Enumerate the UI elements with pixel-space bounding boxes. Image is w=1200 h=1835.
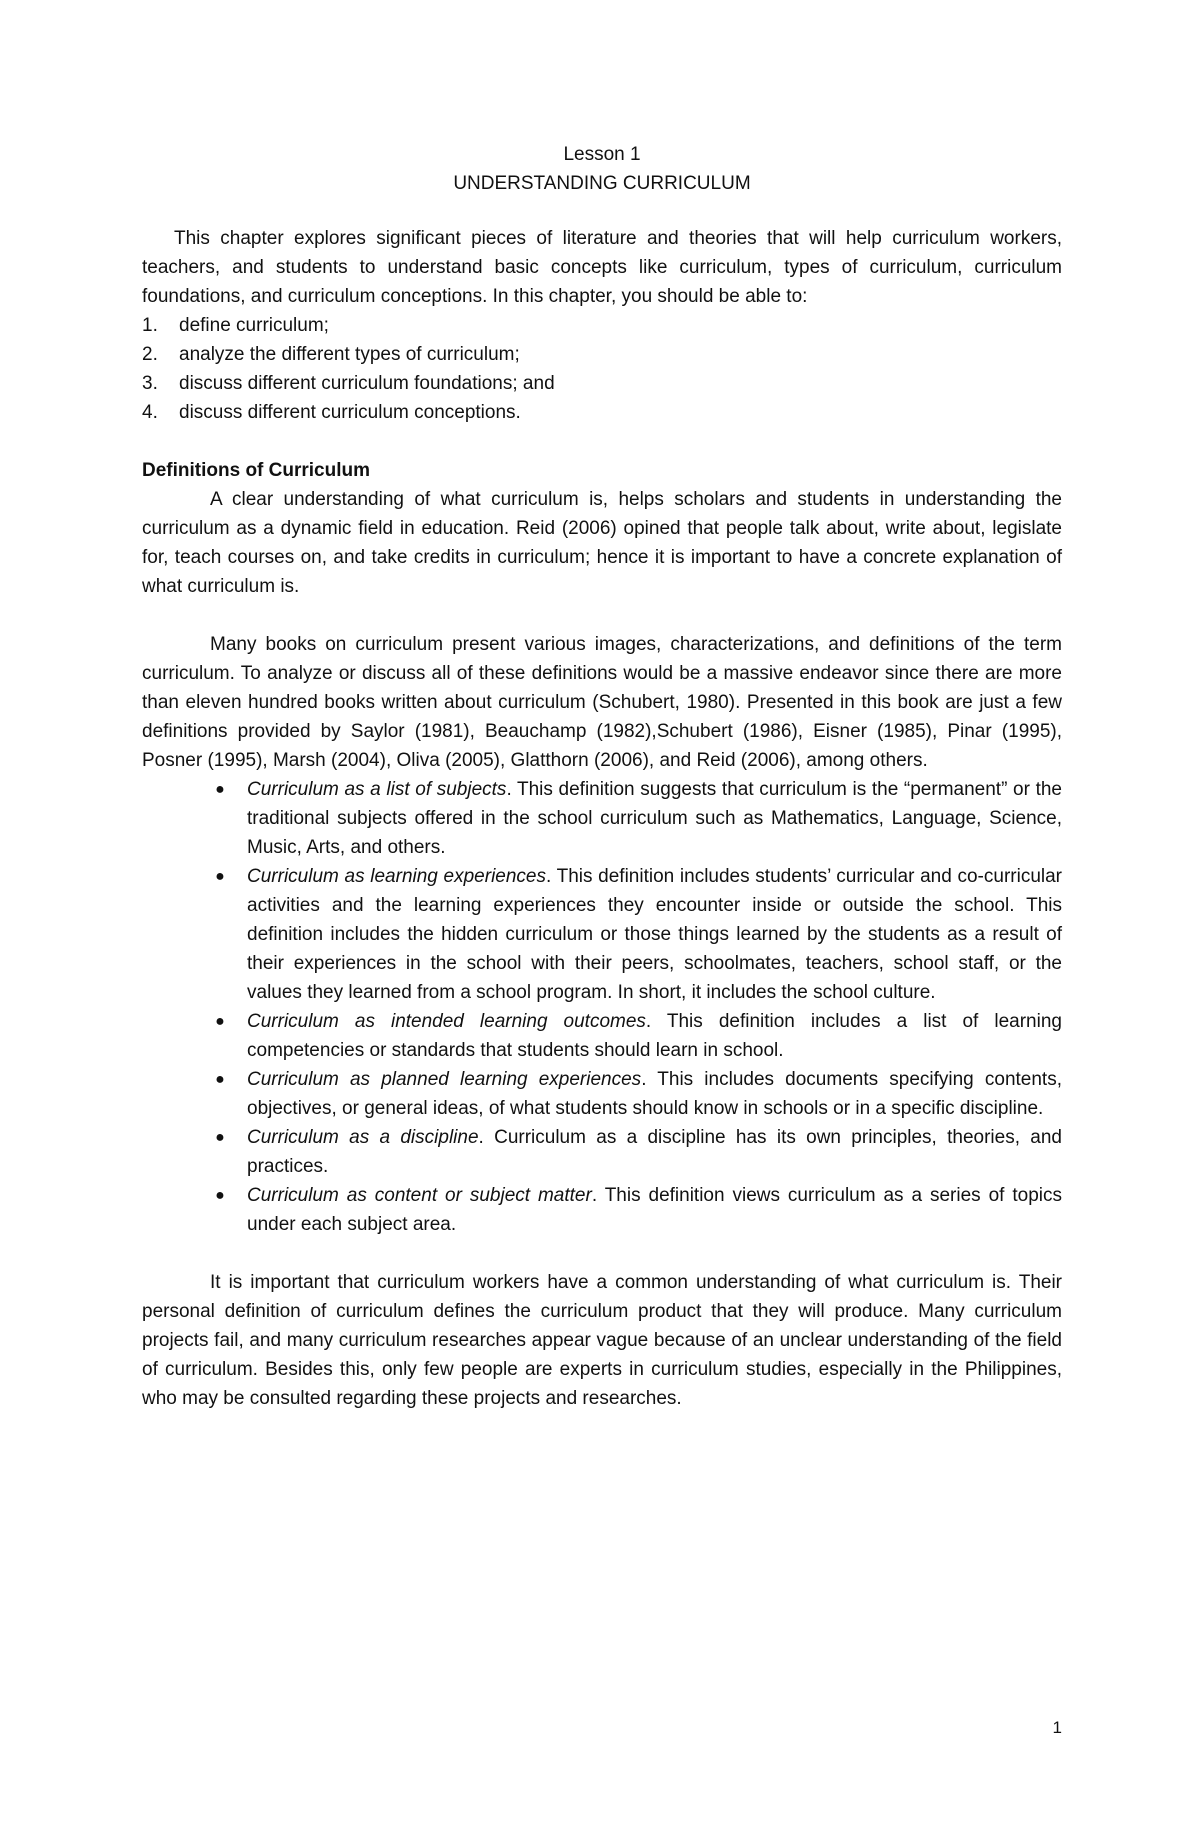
objective-number: 2. xyxy=(142,344,158,365)
definition-text: . This definition views curriculum as a series of topics under each subject area. xyxy=(247,1185,1062,1235)
definition-text: . Curriculum as a discipline has its own principles, theories, and practices. xyxy=(247,1127,1062,1177)
definition-term: Curriculum as content or subject matter xyxy=(247,1185,592,1206)
definitions-list xyxy=(142,775,1062,1239)
definition-text: . This definition suggests that curriculum is the “permanent” or the traditional subjects offered in the school curriculum such as Mathematics, Language, Science, Music, Arts, and others. xyxy=(247,779,1062,858)
definition-item xyxy=(142,1123,1062,1181)
bullet-icon: ● xyxy=(215,1129,225,1146)
objective-number: 3. xyxy=(142,373,158,394)
objective-number: 4. xyxy=(142,402,158,423)
lesson-title: UNDERSTANDING CURRICULUM xyxy=(453,173,751,194)
objective-item xyxy=(142,398,1062,427)
definitions-paragraph-1: A clear understanding of what curriculum is, helps scholars and students in understanding the curriculum as a dynamic field in education. Reid (2006) opined that people talk about, write about, legislate for, teach courses on, and take credits in curriculum; hence it is important to have a concrete explanation of what curriculum is. xyxy=(142,489,1062,597)
definition-term: Curriculum as intended learning outcomes xyxy=(247,1011,646,1032)
document-page xyxy=(142,140,1062,1413)
definitions-paragraph-2: Many books on curriculum present various images, characterizations, and definitions of the term curriculum. To analyze or discuss all of these definitions would be a massive endeavor since there are more than eleven hundred books written about curriculum (Schubert, 1980). Presented in this book are just a few definitions provided by Saylor (1981), Beauchamp (1982),Schubert (1986), Eisner (1985), Pinar (1995), Posner (1995), Marsh (2004), Oliva (2005), Glatthorn (2006), and Reid (2006), among others. xyxy=(142,634,1062,771)
objective-item xyxy=(142,340,1062,369)
definition-item xyxy=(142,1007,1062,1065)
objectives-list xyxy=(142,311,1062,427)
definition-text: . This definition includes a list of learning competencies or standards that students should learn in school. xyxy=(247,1011,1062,1061)
objective-item xyxy=(142,311,1062,340)
definition-term: Curriculum as learning experiences xyxy=(247,866,546,887)
definition-item xyxy=(142,775,1062,862)
bullet-icon: ● xyxy=(215,1071,225,1088)
definition-term: Curriculum as planned learning experiences xyxy=(247,1069,642,1090)
definition-term: Curriculum as a discipline xyxy=(247,1127,479,1148)
definition-item xyxy=(142,862,1062,1007)
bullet-icon: ● xyxy=(215,781,225,798)
section-heading: Definitions of Curriculum xyxy=(142,460,370,481)
intro-paragraph: This chapter explores significant pieces of literature and theories that will help curriculum workers, teachers, and students to understand basic concepts like curriculum, types of curriculum, curriculum foundations, and curriculum conceptions. In this chapter, you should be able to: xyxy=(142,228,1062,307)
bullet-icon: ● xyxy=(215,1187,225,1204)
objective-text: discuss different curriculum conceptions. xyxy=(179,402,521,423)
objective-number: 1. xyxy=(142,315,158,336)
page-number: 1 xyxy=(1052,1718,1062,1737)
definition-item xyxy=(142,1181,1062,1239)
definition-item xyxy=(142,1065,1062,1123)
objective-item xyxy=(142,369,1062,398)
lesson-label: Lesson 1 xyxy=(563,144,641,165)
definition-term: Curriculum as a list of subjects xyxy=(247,779,507,800)
definitions-paragraph-3: It is important that curriculum workers have a common understanding of what curriculum is. Their personal definition of curriculum defines the curriculum product that they will produce. Many curriculum projects fail, and many curriculum researches appear vague because of an unclear understanding of the field of curriculum. Besides this, only few people are experts in curriculum studies, especially in the Philippines, who may be consulted regarding these projects and researches. xyxy=(142,1272,1062,1409)
objective-text: discuss different curriculum foundations; and xyxy=(179,373,555,394)
bullet-icon: ● xyxy=(215,868,225,885)
bullet-icon: ● xyxy=(215,1013,225,1030)
definition-text: . This includes documents specifying contents, objectives, or general ideas, of what students should know in schools or in a specific discipline. xyxy=(247,1069,1062,1119)
definition-text: . This definition includes students’ curricular and co-curricular activities and the learning experiences they encounter inside or outside the school. This definition includes the hidden curriculum or those things learned by the students as a result of their experiences in the school with their peers, schoolmates, teachers, school staff, or the values they learned from a school program. In short, it includes the school culture. xyxy=(247,866,1062,1003)
objective-text: analyze the different types of curriculum; xyxy=(179,344,520,365)
objective-text: define curriculum; xyxy=(179,315,329,336)
